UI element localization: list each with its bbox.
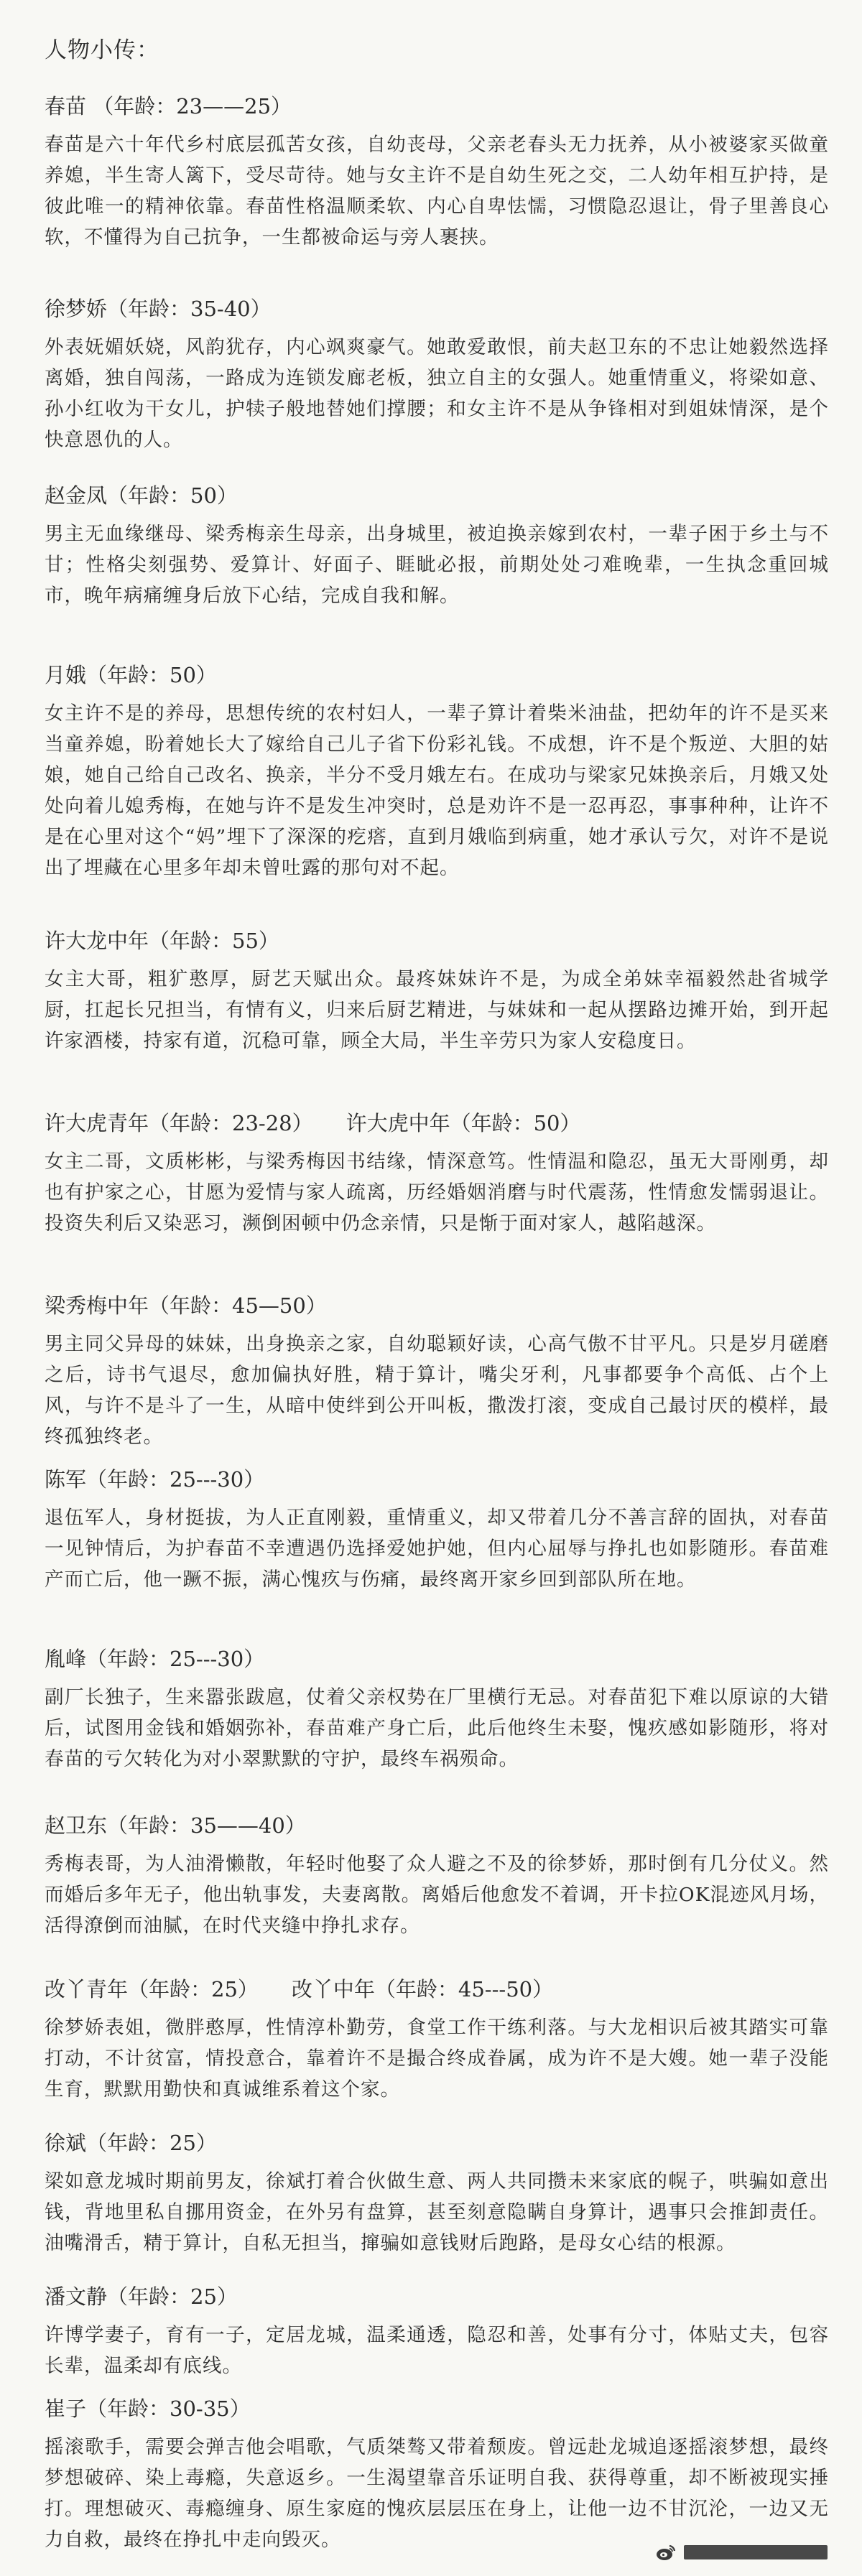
character-heading: 潘文静（年龄：25）: [45, 2284, 238, 2309]
character-bio: 副厂长独子，生来嚣张跋扈，仗着父亲权势在厂里横行无忌。对春苗犯下难以原谅的大错后，试图用金钱和婚姻弥补，春苗难产身亡后，此后他终生未娶，愧疚感如影随形，将对春苗的亏欠转化为对小翠默默的守护，最终车祸殒命。: [45, 1686, 829, 1770]
document-title: 人物小传：: [45, 37, 159, 63]
watermark-redacted-block: [684, 2545, 828, 2559]
character-bio: 女主许不是的养母，思想传统的农村妇人，一辈子算计着柴米油盐，把幼年的许不是买来当童养媳，盼着她长大了嫁给自己儿子省下份彩礼钱。不成想，许不是个叛逆、大胆的姑娘，她自己给自己改名、换亲，半分不受月娥左右。在成功与梁家兄妹换亲后，月娥又处处向着儿媳秀梅，在她与许不是发生冲突时，总是劝许不是一忍再忍，事事种种，让许不是在心里对这个“妈”埋下了深深的疙瘩，直到月娥临到病重，她才承认亏欠，对许不是说出了埋藏在心里多年却未曾吐露的那句对不起。: [45, 702, 829, 879]
character-entry-gai-ya: [45, 1975, 829, 2105]
character-bio: 梁如意龙城时期前男友，徐斌打着合伙做生意、两人共同攒未来家底的幌子，哄骗如意出钱，背地里私自挪用资金，在外另有盘算，甚至刻意隐瞒自身算计，遇事只会推卸责任。油嘴滑舌，精于算计，自私无担当，撺骗如意钱财后跑路，是母女心结的根源。: [45, 2170, 829, 2254]
character-entry-liang-xiumei: [45, 1291, 829, 1452]
character-bio: 女主大哥，粗犷憨厚，厨艺天赋出众。最疼妹妹许不是，为成全弟妹幸福毅然赴省城学厨，扛起长兄担当，有情有义，归来后厨艺精进，与妹妹和一起从摆路边摊开始，到开起许家酒楼，持家有道，沉稳可靠，顾全大局，半生辛劳只为家人安稳度日。: [45, 968, 829, 1052]
character-bio: 徐梦娇表姐，微胖憨厚，性情淳朴勤劳，食堂工作干练利落。与大龙相识后被其踏实可靠打动，不计贫富，情投意合，靠着许不是撮合终成眷属，成为许不是大嫂。她一辈子没能生育，默默用勤快和真诚维系着这个家。: [45, 2017, 829, 2101]
character-entry-yue-e: [45, 661, 829, 883]
character-entry-xu-bin: [45, 2129, 829, 2259]
character-bio: 男主同父异母的妹妹，出身换亲之家，自幼聪颖好读，心高气傲不甘平凡。只是岁月磋磨之后，诗书气退尽，愈加偏执好胜，精于算计，嘴尖牙利，凡事都要争个高低、占个上风，与许不是斗了一生，从暗中使绊到公开叫板，撒泼打滚，变成自己最讨厌的模样，最终孤独终老。: [45, 1333, 829, 1448]
character-bio: 春苗是六十年代乡村底层孤苦女孩，自幼丧母，父亲老春头无力抚养，从小被婆家买做童养媳，半生寄人篱下，受尽苛待。她与女主许不是自幼生死之交，二人幼年相互护持，是彼此唯一的精神依靠。春苗性格温顺柔软、内心自卑怯懦，习惯隐忍退让，骨子里善良心软，不懂得为自己抗争，一生都被命运与旁人裹挟。: [45, 134, 829, 248]
character-entry-chen-jun: [45, 1465, 829, 1595]
character-heading: [45, 1109, 829, 1138]
character-bio: 许博学妻子，育有一子，定居龙城，温柔通透，隐忍和善，处事有分寸，体贴丈夫，包容长辈，温柔却有底线。: [45, 2324, 829, 2377]
character-bio: 退伍军人，身材挺拔，为人正直刚毅，重情重义，却又带着几分不善言辞的固执，对春苗一见钟情后，为护春苗不幸遭遇仍选择爱她护她，但内心屈辱与挣扎也如影随形。春苗难产而亡后，他一蹶不振，满心愧疚与伤痛，最终离开家乡回到部队所在地。: [45, 1507, 829, 1591]
watermark: [655, 2539, 833, 2565]
character-bio: 男主无血缘继母、梁秀梅亲生母亲，出身城里，被迫换亲嫁到农村，一辈子困于乡土与不甘；性格尖刻强势、爱算计、好面子、睚眦必报，前期处处刁难晚辈，一生执念重回城市，晚年病痛缠身后放下心结，完成自我和解。: [45, 523, 829, 607]
character-heading: 梁秀梅中年（年龄：45—50）: [45, 1293, 327, 1318]
character-entry-xu-dahu: [45, 1109, 829, 1239]
character-heading: 月娥（年龄：50）: [45, 663, 217, 687]
character-heading-young: 许大虎青年（年龄：23-28）: [45, 1111, 313, 1135]
character-heading: 春苗 （年龄：23——25）: [45, 94, 292, 118]
character-bio: 秀梅表哥，为人油滑懒散，年轻时他娶了众人避之不及的徐梦娇，那时倒有几分仗义。然而婚后多年无子，他出轨事发，夫妻离散。离婚后他愈发不着调，开卡拉OK混迹风月场，活得潦倒而油腻，在时代夹缝中挣扎求存。: [45, 1853, 829, 1937]
character-entry-xu-mengjiao: [45, 294, 829, 455]
character-entry-zhao-weidong: [45, 1811, 829, 1941]
character-heading: 徐梦娇（年龄：35-40）: [45, 297, 272, 321]
character-bio: 女主二哥，文质彬彬，与梁秀梅因书结缘，情深意笃。性情温和隐忍，虽无大哥刚勇，却也有护家之心，甘愿为爱情与家人疏离，历经婚姻消磨与时代震荡，性情愈发懦弱退让。投资失利后又染恶习，濒倒困顿中仍念亲情，只是惭于面对家人，越陷越深。: [45, 1150, 829, 1234]
character-heading-middle-aged: 改丫中年（年龄：45---50）: [291, 1977, 554, 2001]
character-heading: 许大龙中年（年龄：55）: [45, 929, 279, 953]
character-entry-chunmiao: [45, 92, 829, 253]
character-heading-middle-aged: 许大虎中年（年龄：50）: [346, 1111, 581, 1135]
character-heading: 赵卫东（年龄：35——40）: [45, 1813, 306, 1838]
character-heading: 赵金凤（年龄：50）: [45, 483, 238, 508]
character-entry-yin-feng: [45, 1645, 829, 1775]
weibo-logo-icon: [655, 2542, 677, 2563]
character-bio: 摇滚歌手，需要会弹吉他会唱歌，气质桀骜又带着颓废。曾远赴龙城追逐摇滚梦想，最终梦想破碎、染上毒瘾，失意返乡。一生渴望靠音乐证明自我、获得尊重，却不断被现实捶打。理想破灭、毒瘾缠身、原生家庭的愧疚层层压在身上，让他一边不甘沉沦，一边又无力自救，最终在挣扎中走向毁灭。: [45, 2436, 829, 2551]
character-entry-pan-wenjing: [45, 2282, 829, 2381]
character-entry-xu-dalong: [45, 926, 829, 1056]
character-heading: 徐斌（年龄：25）: [45, 2131, 217, 2155]
character-heading: 胤峰（年龄：25---30）: [45, 1647, 265, 1671]
character-entry-cui-zi: [45, 2394, 829, 2555]
character-heading-young: 改丫青年（年龄：25）: [45, 1977, 259, 2001]
character-entry-zhao-jinfeng: [45, 481, 829, 611]
character-heading: 崔子（年龄：30-35）: [45, 2396, 251, 2421]
character-heading: [45, 1975, 829, 2004]
character-bio: 外表妩媚妖娆，风韵犹存，内心飒爽豪气。她敢爱敢恨，前夫赵卫东的不忠让她毅然选择离婚，独自闯荡，一路成为连锁发廊老板，独立自主的女强人。她重情重义，将梁如意、孙小红收为干女儿，护犊子般地替她们撑腰；和女主许不是从争锋相对到姐妹情深，是个快意恩仇的人。: [45, 336, 829, 451]
character-heading: 陈军（年龄：25---30）: [45, 1467, 265, 1492]
